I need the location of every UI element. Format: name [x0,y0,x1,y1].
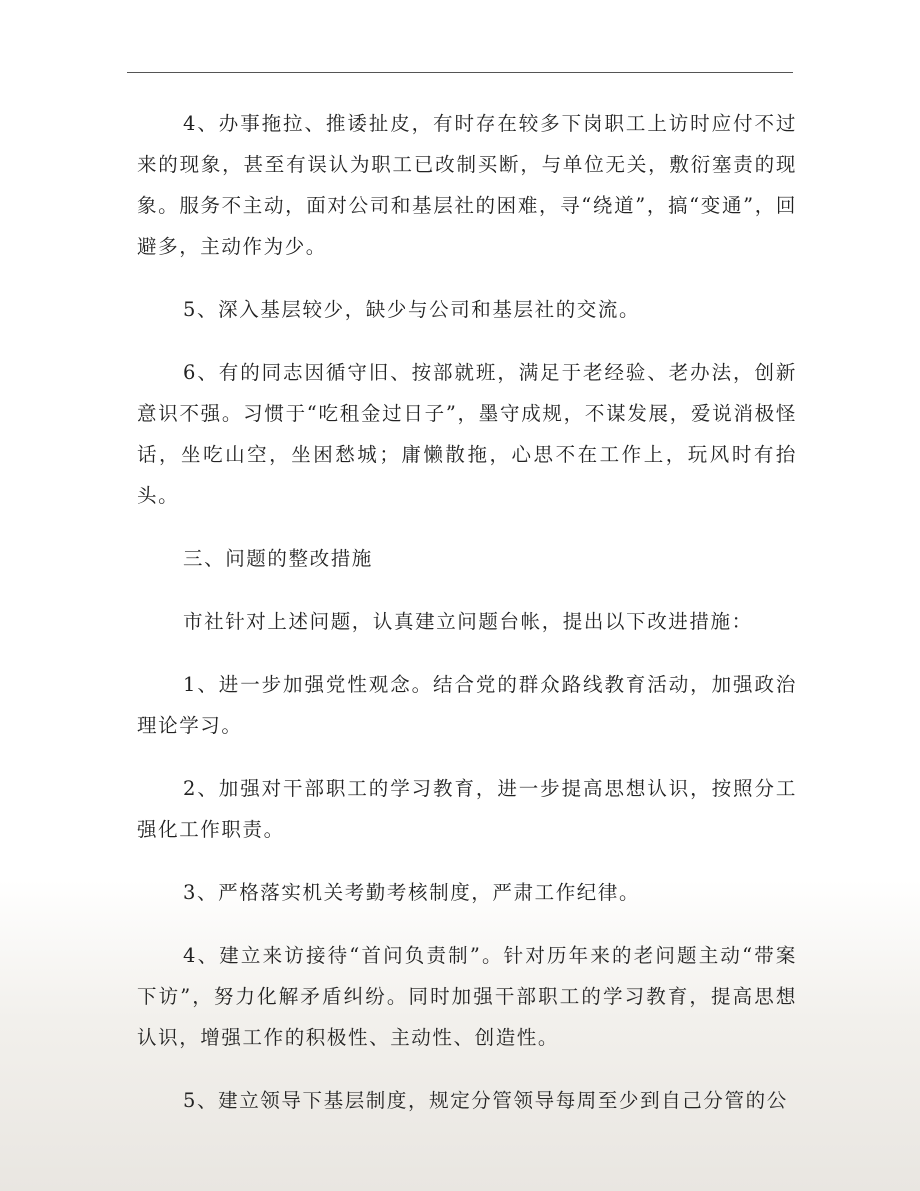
paragraph-measure-2: 2、加强对干部职工的学习教育，进一步提高思想认识，按照分工强化工作职责。 [137,777,797,841]
paragraph-item-6-conservatism: 6、有的同志因循守旧、按部就班，满足于老经验、老办法，创新意识不强。习惯于“吃租金过日子”，墨守成规，不谋发展，爱说消极怪话，坐吃山空，坐困愁城；庸懒散拖，心思不在工作上，玩风时有抬头。 [137,361,797,507]
paragraph-measure-5: 5、建立领导下基层制度，规定分管领导每周至少到自己分管的公 [183,1089,788,1112]
document-body [137,103,797,1143]
paragraph-item-4-delay: 4、办事拖拉、推诿扯皮，有时存在较多下岗职工上访时应付不过来的现象，甚至有误认为职工已改制买断，与单位无关，敷衍塞责的现象。服务不主动，面对公司和基层社的困难，寻“绕道”，搞“变通”，回避多，主动作为少。 [137,112,797,258]
header-rule [127,72,793,73]
section-heading-rectification: 三、问题的整改措施 [183,547,373,570]
paragraph-measure-3: 3、严格落实机关考勤考核制度，严肃工作纪律。 [183,881,641,904]
paragraph-measure-4: 4、建立来访接待“首问负责制”。针对历年来的老问题主动“带案下访”，努力化解矛盾纠纷。同时加强干部职工的学习教育，提高思想认识，增强工作的积极性、主动性、创造性。 [137,944,797,1049]
paragraph-intro-measures: 市社针对上述问题，认真建立问题台帐，提出以下改进措施： [183,610,753,633]
paragraph-measure-1: 1、进一步加强党性观念。结合党的群众路线教育活动，加强政治理论学习。 [137,673,797,737]
paragraph-item-5-grassroots: 5、深入基层较少，缺少与公司和基层社的交流。 [183,298,641,321]
